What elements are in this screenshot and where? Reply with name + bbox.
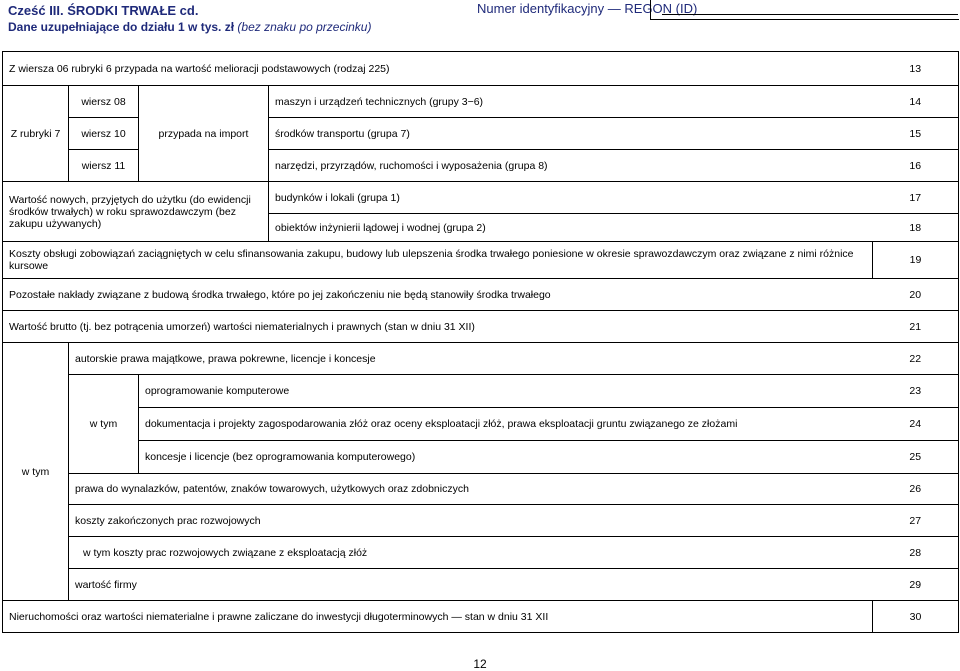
row-29-label: wartość firmy — [69, 569, 873, 601]
row-29-number: 29 — [873, 569, 959, 601]
regon-input-inner — [662, 14, 958, 19]
row-16-label: narzędzi, przyrządów, ruchomości i wyposażenia (grupa 8) — [269, 150, 873, 182]
table-row — [3, 343, 959, 375]
row-19-label: Koszty obsługi zobowiązań zaciągniętych w celu sfinansowania zakupu, budowy lub ulepszenia środka trwałego poniesione w okresie sprawozdawczym oraz związane z nimi różnice kursowe — [3, 242, 873, 279]
section-title: Cześć III. ŚRODKI TRWAŁE cd. — [8, 3, 199, 18]
row-17-label: budynków i lokali (grupa 1) — [269, 182, 873, 214]
row-24-number: 24 — [873, 408, 959, 441]
row-23-label: oprogramowanie komputerowe — [139, 375, 873, 408]
row-16-number: 16 — [873, 150, 959, 182]
table-row — [3, 279, 959, 311]
row-25-number: 25 — [873, 441, 959, 474]
row-21-number: 21 — [873, 311, 959, 343]
row-28-label: w tym koszty prac rozwojowych związane z eksploatacją złóż — [69, 537, 873, 569]
fixed-assets-table — [2, 51, 959, 633]
table-row — [3, 474, 959, 505]
row-17-number: 17 — [873, 182, 959, 214]
table-row — [3, 242, 959, 279]
table-row — [3, 601, 959, 633]
row-16-source: wiersz 11 — [69, 150, 139, 182]
row-27-number: 27 — [873, 505, 959, 537]
from-col7-label: Z rubryki 7 — [3, 86, 69, 182]
row-22-number: 22 — [873, 343, 959, 375]
row-19-number: 19 — [873, 242, 959, 279]
row-24-label: dokumentacja i projekty zagospodarowania złóż oraz oceny eksploatacji złóż, prawa eksploatacji gruntu związanego ze złożami — [139, 408, 873, 441]
row-14-source: wiersz 08 — [69, 86, 139, 118]
row-13-label: Z wiersza 06 rubryki 6 przypada na wartość melioracji podstawowych (rodzaj 225) — [3, 52, 873, 86]
row-26-number: 26 — [873, 474, 959, 505]
row-25-label: koncesje i licencje (bez oprogramowania komputerowego) — [139, 441, 873, 474]
table-row — [3, 441, 959, 474]
table-row — [3, 569, 959, 601]
row-14-number: 14 — [873, 86, 959, 118]
page-number: 12 — [473, 657, 487, 671]
row-15-label: środków transportu (grupa 7) — [269, 118, 873, 150]
table-row — [3, 52, 959, 86]
row-14-label: maszyn i urządzeń technicznych (grupy 3−6) — [269, 86, 873, 118]
subtitle-note: (bez znaku po przecinku) — [237, 20, 372, 34]
table-row — [3, 311, 959, 343]
row-15-number: 15 — [873, 118, 959, 150]
import-label: przypada na import — [139, 86, 269, 182]
section-subtitle — [8, 20, 371, 34]
row-28-number: 28 — [873, 537, 959, 569]
subtitle-main: Dane uzupełniające do działu 1 w tys. zł — [8, 20, 235, 34]
table-row — [3, 375, 959, 408]
table-row — [3, 182, 959, 214]
row-30-number: 30 — [873, 601, 959, 633]
row-23-number: 23 — [873, 375, 959, 408]
row-26-label: prawa do wynalazków, patentów, znaków towarowych, użytkowych oraz zdobniczych — [69, 474, 873, 505]
row-20-number: 20 — [873, 279, 959, 311]
table-row — [3, 537, 959, 569]
table-row — [3, 86, 959, 118]
row-22-label: autorskie prawa majątkowe, prawa pokrewne, licencje i koncesje — [69, 343, 873, 375]
row-27-label: koszty zakończonych prac rozwojowych — [69, 505, 873, 537]
row-21-label: Wartość brutto (tj. bez potrącenia umorzeń) wartości niematerialnych i prawnych (stan w dniu 31 XII) — [3, 311, 873, 343]
row-15-source: wiersz 10 — [69, 118, 139, 150]
row-30-label: Nieruchomości oraz wartości niematerialne i prawne zaliczane do inwestycji długoterminowych — stan w dniu 31 XII — [3, 601, 873, 633]
table-row — [3, 408, 959, 441]
row-18-number: 18 — [873, 214, 959, 242]
regon-label: Numer identyfikacyjny — REGON (ID) — [477, 1, 698, 16]
row-13-number: 13 — [873, 52, 959, 86]
row-20-label: Pozostałe nakłady związane z budową środka trwałego, które po jej zakończeniu nie będą stanowiły środka trwałego — [3, 279, 873, 311]
table-row — [3, 505, 959, 537]
new-assets-label: Wartość nowych, przyjętych do użytku (do ewidencji środków trwałych) w roku sprawozdawczym (bez zakupu używanych) — [3, 182, 269, 242]
intangibles-outer-label: w tym — [3, 343, 69, 601]
row-18-label: obiektów inżynierii lądowej i wodnej (grupa 2) — [269, 214, 873, 242]
intangibles-inner-label: w tym — [69, 375, 139, 474]
